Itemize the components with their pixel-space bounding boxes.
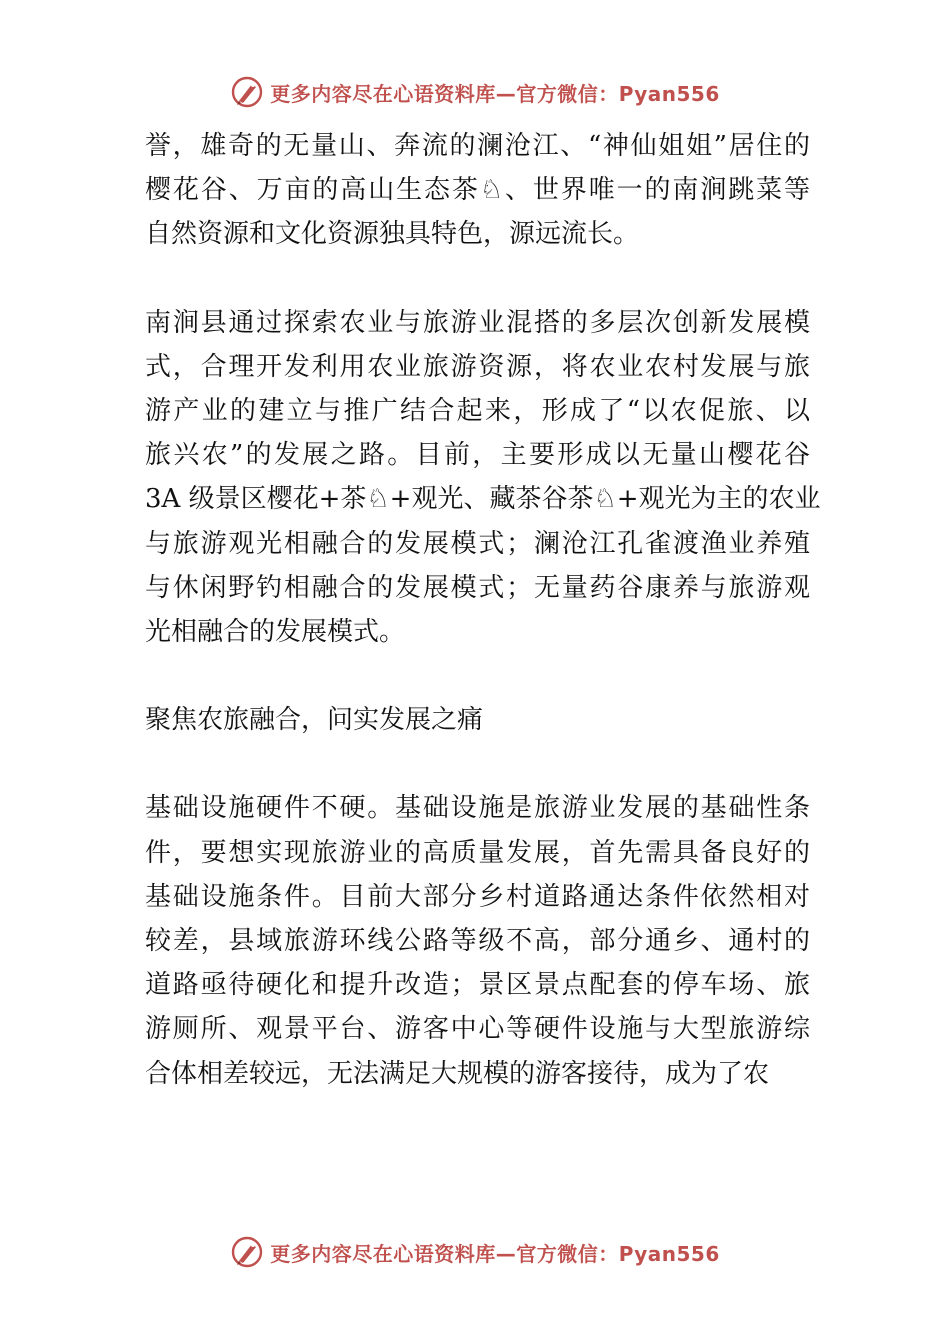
text-line: 道路亟待硬化和提升改造；景区景点配套的停车场、旅	[145, 970, 810, 1001]
text-line: 基础设施硬件不硬。基础设施是旅游业发展的基础性条	[145, 793, 810, 824]
text-line: 旅兴农”的发展之路。目前，主要形成以无量山樱花谷	[145, 440, 810, 471]
text-line: 合体相差较远，无法满足大规模的游客接待，成为了农	[145, 1058, 770, 1089]
text-line: 樱花谷、万亩的高山生态茶♘、世界唯一的南涧跳菜等	[145, 175, 810, 206]
heading-line: 聚焦农旅融合，问实发展之痛	[145, 705, 484, 736]
text-line: 游厕所、观景平台、游客中心等硬件设施与大型旅游综	[145, 1014, 810, 1045]
document-body	[145, 124, 821, 1140]
footer-banner	[0, 1232, 950, 1272]
text-line: 光相融合的发展模式。	[145, 617, 406, 648]
text-line: 自然资源和文化资源独具特色，源远流长。	[145, 219, 640, 250]
text-line: 3A 级景区樱花+茶♘+观光、藏茶谷茶♘+观光为主的农业	[145, 484, 821, 515]
text-line: 基础设施条件。目前大部分乡村道路通达条件依然相对	[145, 881, 810, 912]
text-line: 较差，县域旅游环线公路等级不高，部分通乡、通村的	[145, 926, 810, 957]
pen-logo-icon	[230, 75, 264, 109]
section-heading	[145, 698, 810, 742]
header-banner-text: 更多内容尽在心语资料库—官方微信：Pyan556	[270, 81, 720, 106]
text-line: 与休闲野钓相融合的发展模式；无量药谷康养与旅游观	[145, 572, 810, 603]
text-line: 式，合理开发利用农业旅游资源，将农业农村发展与旅	[145, 351, 810, 382]
text-line: 游产业的建立与推广结合起来，形成了“以农促旅、以	[145, 396, 810, 427]
footer-banner-text: 更多内容尽在心语资料库—官方微信：Pyan556	[270, 1241, 720, 1266]
paragraph-development-model	[145, 301, 821, 655]
text-line: 件，要想实现旅游业的高质量发展，首先需具备良好的	[145, 837, 810, 868]
text-line: 南涧县通过探索农业与旅游业混搭的多层次创新发展模	[145, 307, 810, 338]
header-banner	[0, 72, 950, 112]
pen-logo-icon	[230, 1235, 264, 1269]
text-line: 誉，雄奇的无量山、奔流的澜沧江、“神仙姐姐”居住的	[145, 131, 810, 161]
paragraph-infrastructure	[145, 786, 810, 1095]
paragraph-intro	[145, 124, 810, 257]
text-line: 与旅游观光相融合的发展模式；澜沧江孔雀渡渔业养殖	[145, 528, 810, 559]
